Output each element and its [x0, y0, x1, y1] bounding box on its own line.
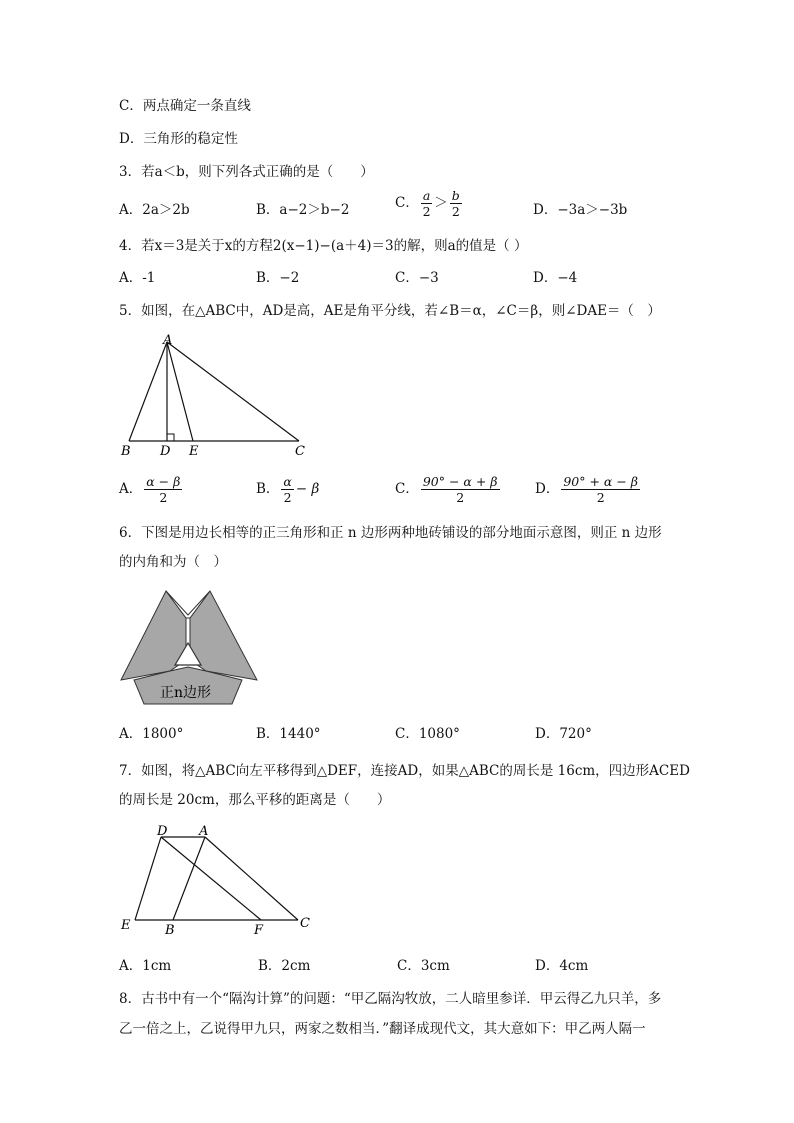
q3-option-d: D．−3a＞−3b [533, 202, 628, 218]
q7-label-c: C [300, 916, 310, 931]
q7-translation-figure [115, 820, 320, 942]
q7-label-e: E [121, 918, 131, 933]
q5-option-c-prefix: C． [395, 481, 419, 497]
q7-option-c: C．3cm [397, 958, 450, 974]
q5-label-e: E [189, 444, 199, 459]
q8-stem-line1: 8．古书中有一个“隔沟计算”的问题：“甲乙隔沟牧放，二人暗里参详．甲云得乙九只羊，多 [119, 991, 662, 1007]
q4-option-b: B．−2 [256, 270, 300, 286]
q7-option-b: B．2cm [258, 958, 311, 974]
q5-b-den: 2 [283, 490, 292, 505]
q5-right-angle-mark [167, 434, 174, 441]
q7-segment-de [135, 837, 161, 920]
q5-side-ac [167, 342, 299, 441]
q6-stem-line1: 6．下图是用边长相等的正三角形和正 n 边形两种地砖铺设的部分地面示意图，则正 n 边形 [119, 525, 662, 541]
q5-option-d-prefix: D． [535, 481, 560, 497]
q3-option-c-prefix: C． [395, 195, 419, 211]
q7-segment-ac [205, 837, 298, 920]
q7-label-b: B [165, 923, 175, 938]
q2-option-d: D．三角形的稳定性 [119, 131, 238, 147]
q5-a-frac [144, 474, 182, 505]
q3-stem: 3．若a＜b，则下列各式正确的是（ ） [119, 164, 374, 180]
q3-c-num1: a [422, 188, 431, 203]
q7-option-a: A．1cm [119, 958, 172, 974]
q6-option-b: B．1440° [256, 726, 321, 742]
q5-d-den: 2 [596, 490, 605, 505]
q5-a-num: α − β [146, 474, 181, 489]
q6-option-d: D．720° [535, 726, 592, 742]
q6-option-c: C．1080° [395, 726, 460, 742]
q4-stem: 4．若x＝3是关于x的方程2(x−1)−(a＋4)＝3的解，则a的值是（ ） [119, 238, 528, 254]
q6-figure-label: 正n边形 [160, 685, 212, 701]
q3-c-sign: ＞ [434, 195, 448, 211]
q5-label-a: A [163, 333, 173, 348]
q5-bisector-ae [167, 342, 193, 441]
q3-c-den2: 2 [451, 204, 460, 219]
q5-label-d: D [160, 444, 171, 459]
q5-c-den: 2 [456, 490, 465, 505]
q5-d-num: 90° + α − β [563, 474, 638, 489]
q8-stem-line2: 乙一倍之上，乙说得甲九只，两家之数相当．”翻译成现代文，其大意如下：甲乙两人隔一 [119, 1021, 646, 1037]
q5-side-ab [129, 342, 167, 441]
q3-option-c [395, 188, 464, 219]
q5-label-b: B [121, 444, 131, 459]
q5-d-frac [561, 474, 640, 505]
q3-option-b: B．a−2＞b−2 [256, 202, 350, 218]
q7-option-d: D．4cm [535, 958, 589, 974]
q6-stem-line2: 的内角和为（ ） [119, 554, 227, 570]
q3-c-den1: 2 [422, 204, 431, 219]
q3-c-frac1 [421, 188, 432, 219]
q7-segment-df [161, 837, 261, 920]
q5-c-num: 90° − α + β [422, 474, 498, 489]
q6-option-a: A．1800° [119, 726, 184, 742]
q2-option-c: C．两点确定一条直线 [119, 98, 251, 114]
q3-c-frac2 [450, 188, 462, 219]
q5-option-c [395, 474, 502, 505]
q5-stem: 5．如图，在△ABC中，AD是高，AE是角平分线，若∠B＝α，∠C＝β，则∠DAE＝（ ） [119, 303, 661, 319]
q4-option-c: C．−3 [395, 270, 439, 286]
q7-stem-line2: 的周长是 20cm，那么平移的距离是（ ） [119, 792, 391, 808]
q5-b-tail: − β [295, 481, 320, 497]
q5-triangle-figure [115, 330, 315, 460]
q5-option-a-prefix: A． [119, 481, 143, 497]
q5-option-a [119, 474, 184, 505]
q5-option-d [535, 474, 642, 505]
q7-segment-ab [173, 837, 205, 920]
q4-option-a: A．-1 [119, 270, 156, 286]
q3-c-num2: b [451, 188, 460, 203]
q6-tiling-figure [118, 585, 260, 710]
q5-option-b [256, 474, 319, 505]
q5-option-b-prefix: B． [256, 481, 280, 497]
q3-option-a: A．2a＞2b [119, 202, 190, 218]
q7-stem-line1: 7．如图，将△ABC向左平移得到△DEF，连接AD，如果△ABC的周长是 16cm，四边形ACED [119, 763, 690, 779]
q7-label-a: A [199, 824, 209, 839]
q5-b-frac [281, 474, 293, 505]
q5-a-den: 2 [159, 490, 168, 505]
q7-label-f: F [254, 923, 264, 938]
q4-option-d: D．−4 [533, 270, 578, 286]
q5-b-num: α [283, 474, 292, 489]
q5-label-c: C [295, 444, 305, 459]
q7-label-d: D [157, 824, 168, 839]
q5-c-frac [421, 474, 500, 505]
